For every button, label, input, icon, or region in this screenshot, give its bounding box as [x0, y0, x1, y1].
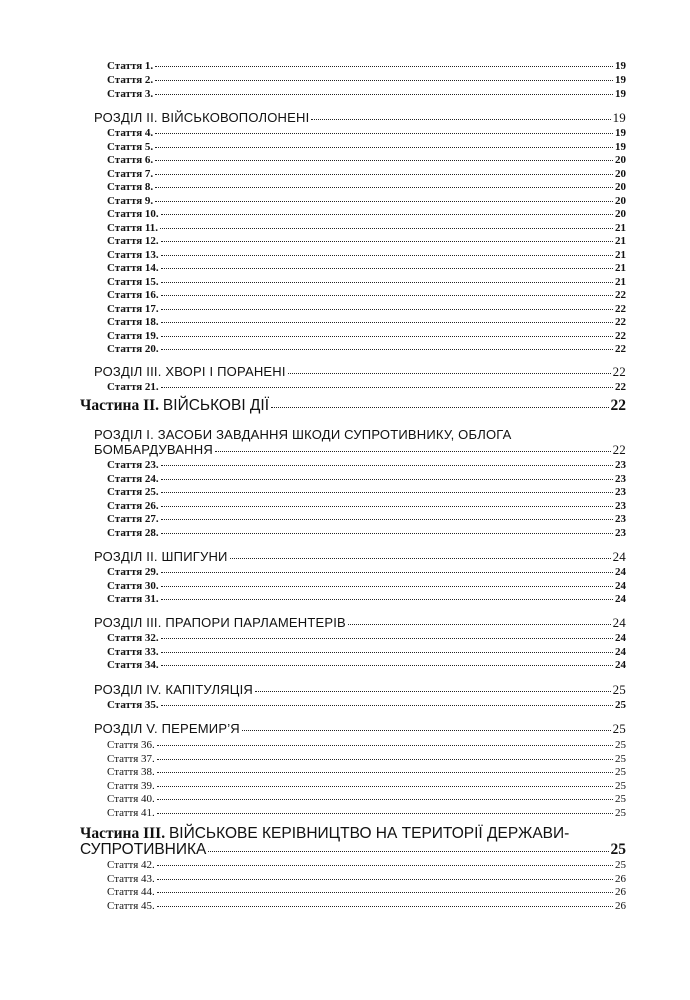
entry-label: Стаття 35.	[107, 699, 159, 711]
section-page: 24	[612, 615, 626, 630]
toc-section-entry[interactable]	[94, 364, 626, 380]
dot-leader	[161, 214, 613, 215]
toc-section-entry[interactable]	[94, 682, 626, 698]
part-page: 22	[610, 397, 626, 414]
entry-page: 22	[615, 302, 626, 315]
section-label: РОЗДІЛ V. ПЕРЕМИР’Я	[94, 721, 240, 736]
toc-entry[interactable]	[107, 154, 626, 168]
toc-entry[interactable]	[107, 276, 626, 290]
toc-entry[interactable]	[107, 513, 626, 527]
entry-page: 20	[615, 194, 626, 207]
entry-label: Стаття 14.	[107, 262, 159, 274]
dot-leader	[155, 147, 613, 148]
entry-label: Стаття 27.	[107, 513, 159, 525]
entry-label: Стаття 9.	[107, 194, 154, 207]
toc-entry[interactable]	[107, 566, 626, 580]
entry-page: 24	[615, 593, 626, 605]
entry-page: 25	[615, 766, 626, 778]
toc-entry[interactable]	[107, 873, 626, 887]
part-prefix: Частина II.	[80, 397, 160, 414]
entry-label: Стаття 26.	[107, 499, 159, 512]
dot-leader	[288, 373, 611, 374]
entry-label: Стаття 25.	[107, 486, 159, 498]
toc-entry[interactable]	[107, 580, 626, 594]
entry-page: 26	[615, 899, 626, 912]
part-prefix: Частина III.	[80, 825, 166, 842]
entry-page: 24	[615, 659, 626, 671]
dot-leader	[230, 558, 611, 559]
section-page: 25	[612, 721, 626, 736]
part-label	[80, 841, 206, 859]
toc-entry[interactable]	[107, 303, 626, 317]
toc-entry[interactable]	[107, 646, 626, 660]
dot-leader	[161, 599, 613, 600]
dot-leader	[255, 691, 611, 692]
section-title-line1: РОЗДІЛ I. ЗАСОБИ ЗАВДАННЯ ШКОДИ СУПРОТИВНИКУ, ОБЛОГА	[94, 427, 512, 442]
entry-label: Стаття 10.	[107, 208, 159, 220]
entry-label: Стаття 34.	[107, 659, 159, 671]
entry-label: Стаття 16.	[107, 289, 159, 301]
entry-page: 21	[615, 248, 626, 261]
part-title-line2: СУПРОТИВНИКА	[80, 841, 207, 858]
entry-label: Стаття 33.	[107, 645, 159, 658]
dot-leader	[161, 492, 613, 493]
entry-label: Стаття 13.	[107, 248, 159, 261]
toc-section-entry[interactable]	[94, 615, 626, 631]
entry-page: 25	[615, 752, 626, 765]
entry-page: 22	[615, 381, 626, 393]
dot-leader	[155, 160, 613, 161]
dot-leader	[155, 187, 613, 188]
entry-page: 24	[615, 645, 626, 658]
toc-entry[interactable]	[107, 316, 626, 330]
dot-leader	[157, 879, 613, 880]
dot-leader	[157, 759, 613, 760]
section-label: РОЗДІЛ IV. КАПІТУЛЯЦІЯ	[94, 682, 253, 697]
dot-leader	[157, 745, 613, 746]
entry-page: 21	[615, 275, 626, 288]
entry-label: Стаття 45.	[107, 899, 155, 912]
entry-page: 23	[615, 513, 626, 525]
entry-page: 21	[615, 262, 626, 274]
entry-label: Стаття 20.	[107, 343, 159, 355]
entry-label: Стаття 43.	[107, 872, 155, 885]
entry-page: 25	[615, 806, 626, 819]
entry-label: Стаття 30.	[107, 579, 159, 592]
section-label: РОЗДІЛ III. ПРАПОРИ ПАРЛАМЕНТЕРІВ	[94, 615, 346, 630]
entry-label: Стаття 24.	[107, 472, 159, 485]
entry-page: 20	[615, 208, 626, 220]
toc-entry[interactable]	[107, 381, 626, 395]
entry-page: 26	[615, 872, 626, 885]
entry-page: 19	[615, 127, 626, 139]
dot-leader	[161, 255, 613, 256]
entry-label: Стаття 41.	[107, 806, 155, 819]
dot-leader	[208, 851, 608, 852]
dot-leader	[157, 772, 613, 773]
dot-leader	[271, 407, 608, 408]
entry-label: Стаття 40.	[107, 793, 155, 805]
dot-leader	[215, 451, 611, 452]
dot-leader	[155, 80, 613, 81]
dot-leader	[157, 786, 613, 787]
section-label: РОЗДІЛ III. ХВОРІ І ПОРАНЕНІ	[94, 364, 286, 379]
toc-entry[interactable]	[107, 486, 626, 500]
toc-section-entry[interactable]	[94, 549, 626, 565]
toc-entry[interactable]	[107, 699, 626, 713]
entry-label: Стаття 3.	[107, 88, 154, 100]
toc-entry[interactable]	[107, 289, 626, 303]
dot-leader	[161, 282, 613, 283]
toc-entry[interactable]	[107, 127, 626, 141]
entry-label: Стаття 5.	[107, 140, 154, 153]
entry-page: 26	[615, 886, 626, 898]
entry-label: Стаття 21.	[107, 381, 159, 393]
entry-page: 20	[615, 154, 626, 166]
toc-entry[interactable]	[107, 807, 626, 821]
entry-label: Стаття 29.	[107, 566, 159, 578]
dot-leader	[161, 322, 613, 323]
entry-label: Стаття 28.	[107, 526, 159, 539]
dot-leader	[311, 119, 610, 120]
toc-entry[interactable]	[107, 753, 626, 767]
dot-leader	[157, 892, 613, 893]
toc-entry[interactable]	[107, 74, 626, 88]
entry-label: Стаття 36.	[107, 739, 155, 751]
toc-entry[interactable]	[107, 459, 626, 473]
entry-page: 24	[615, 632, 626, 644]
toc-entry[interactable]	[107, 181, 626, 195]
dot-leader	[161, 241, 613, 242]
entry-label: Стаття 17.	[107, 302, 159, 315]
entry-page: 23	[615, 499, 626, 512]
entry-label: Стаття 1.	[107, 60, 154, 72]
toc-entry[interactable]	[107, 222, 626, 236]
entry-page: 25	[615, 699, 626, 711]
dot-leader	[161, 665, 613, 666]
entry-label: Стаття 18.	[107, 316, 159, 328]
section-label: БОМБАРДУВАННЯ	[94, 442, 213, 457]
entry-label: Стаття 2.	[107, 74, 154, 86]
toc-entry[interactable]	[107, 500, 626, 514]
toc-entry[interactable]	[107, 262, 626, 276]
section-page: 22	[612, 442, 626, 457]
toc-entry[interactable]	[107, 527, 626, 541]
dot-leader	[155, 66, 613, 67]
entry-label: Стаття 4.	[107, 127, 154, 139]
entry-page: 25	[615, 793, 626, 805]
dot-leader	[161, 465, 613, 466]
dot-leader	[161, 336, 613, 337]
toc-section-entry[interactable]	[94, 110, 626, 126]
toc-entry[interactable]	[107, 249, 626, 263]
dot-leader	[161, 652, 613, 653]
toc-entry[interactable]	[107, 235, 626, 249]
toc-entry[interactable]	[107, 859, 626, 873]
dot-leader	[155, 174, 613, 175]
entry-label: Стаття 6.	[107, 154, 154, 166]
entry-label: Стаття 44.	[107, 886, 155, 898]
toc-entry[interactable]	[107, 330, 626, 344]
entry-page: 21	[615, 221, 626, 234]
toc-entry[interactable]	[107, 141, 626, 155]
toc-entry[interactable]	[107, 886, 626, 900]
dot-leader	[160, 228, 613, 229]
toc-part-entry[interactable]	[80, 397, 626, 415]
entry-page: 19	[615, 60, 626, 72]
entry-page: 24	[615, 566, 626, 578]
dot-leader	[155, 94, 613, 95]
entry-page: 24	[615, 579, 626, 592]
toc-entry[interactable]	[107, 793, 626, 807]
entry-page: 22	[615, 343, 626, 355]
section-page: 24	[612, 549, 626, 564]
toc-entry[interactable]	[107, 659, 626, 673]
entry-label: Стаття 31.	[107, 593, 159, 605]
entry-page: 23	[615, 526, 626, 539]
dot-leader	[348, 624, 611, 625]
toc-entry[interactable]	[107, 208, 626, 222]
toc-section-entry[interactable]	[94, 721, 626, 737]
part-label	[80, 397, 269, 415]
dot-leader	[161, 506, 613, 507]
entry-page: 23	[615, 472, 626, 485]
entry-page: 21	[615, 235, 626, 247]
dot-leader	[161, 638, 613, 639]
toc-part-entry[interactable]	[80, 841, 626, 859]
part-title: ВІЙСЬКОВЕ КЕРІВНИЦТВО НА ТЕРИТОРІЇ ДЕРЖАВИ-	[168, 825, 570, 842]
entry-page: 22	[615, 289, 626, 301]
toc-entry[interactable]	[107, 766, 626, 780]
dot-leader	[242, 730, 611, 731]
entry-label: Стаття 12.	[107, 235, 159, 247]
dot-leader	[157, 799, 613, 800]
toc-entry[interactable]	[107, 632, 626, 646]
dot-leader	[161, 705, 613, 706]
toc-entry[interactable]	[107, 739, 626, 753]
entry-label: Стаття 39.	[107, 779, 155, 792]
entry-label: Стаття 15.	[107, 275, 159, 288]
entry-page: 22	[615, 316, 626, 328]
dot-leader	[161, 349, 613, 350]
entry-page: 22	[615, 329, 626, 342]
part-title: ВІЙСЬКОВІ ДІЇ	[162, 397, 270, 414]
section-page: 25	[612, 682, 626, 697]
entry-page: 20	[615, 181, 626, 193]
entry-label: Стаття 37.	[107, 752, 155, 765]
entry-label: Стаття 19.	[107, 329, 159, 342]
entry-page: 23	[615, 486, 626, 498]
entry-page: 25	[615, 739, 626, 751]
toc-entry[interactable]	[107, 195, 626, 209]
dot-leader	[161, 586, 613, 587]
section-label: РОЗДІЛ II. ШПИГУНИ	[94, 549, 228, 564]
dot-leader	[161, 309, 613, 310]
toc-entry[interactable]	[107, 343, 626, 357]
dot-leader	[161, 268, 613, 269]
entry-label: Стаття 32.	[107, 632, 159, 644]
dot-leader	[157, 865, 613, 866]
toc-entry[interactable]	[107, 900, 626, 914]
entry-page: 19	[615, 88, 626, 100]
entry-page: 25	[615, 779, 626, 792]
section-label: РОЗДІЛ II. ВІЙСЬКОВОПОЛОНЕНІ	[94, 110, 310, 125]
dot-leader	[155, 201, 613, 202]
entry-label: Стаття 38.	[107, 766, 155, 778]
entry-page: 19	[615, 140, 626, 153]
dot-leader	[155, 133, 613, 134]
dot-leader	[161, 519, 613, 520]
entry-label: Стаття 42.	[107, 859, 155, 871]
dot-leader	[161, 387, 613, 388]
dot-leader	[161, 479, 613, 480]
entry-page: 23	[615, 459, 626, 471]
entry-page: 19	[615, 74, 626, 86]
toc-entry[interactable]	[107, 60, 626, 74]
toc-entry[interactable]	[107, 168, 626, 182]
dot-leader	[161, 533, 613, 534]
entry-label: Стаття 23.	[107, 459, 159, 471]
toc-entry[interactable]	[107, 593, 626, 607]
toc-entry[interactable]	[107, 780, 626, 794]
section-page: 19	[612, 110, 626, 125]
entry-page: 25	[615, 859, 626, 871]
toc-entry[interactable]	[107, 473, 626, 487]
entry-label: Стаття 11.	[107, 221, 159, 234]
toc-section-entry[interactable]	[94, 442, 626, 458]
dot-leader	[161, 295, 613, 296]
section-page: 22	[612, 364, 626, 379]
toc-entry[interactable]	[107, 88, 626, 102]
part-page: 25	[610, 841, 626, 858]
dot-leader	[157, 813, 613, 814]
entry-label: Стаття 7.	[107, 167, 154, 180]
entry-page: 20	[615, 167, 626, 180]
dot-leader	[157, 906, 613, 907]
dot-leader	[161, 572, 613, 573]
entry-label: Стаття 8.	[107, 181, 154, 193]
